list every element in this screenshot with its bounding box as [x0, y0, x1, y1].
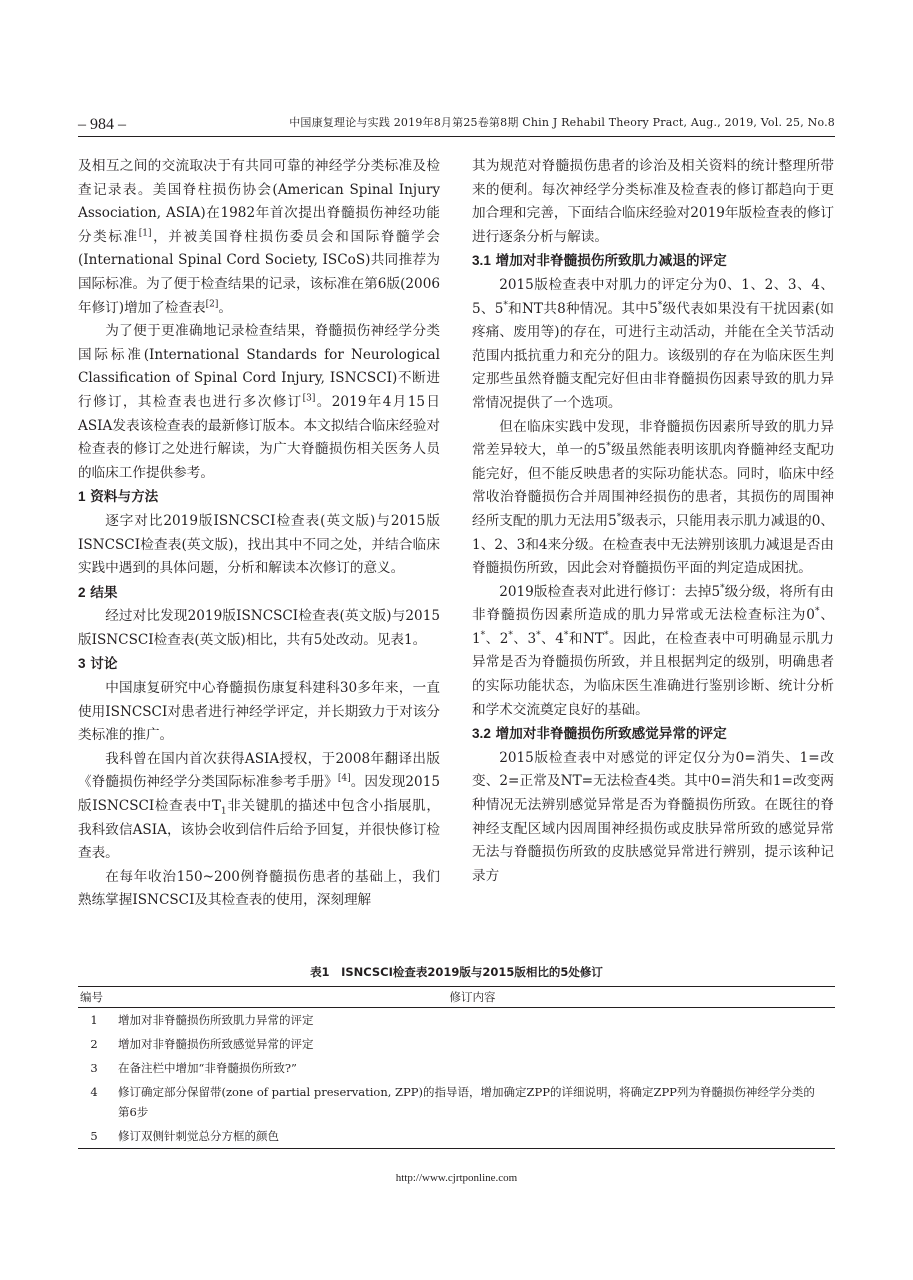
paragraph: 其为规范对脊髓损伤患者的诊治及相关资料的统计整理所带来的便利。每次神经学分类标准及检查表的修订都趋向于更加合理和完善，下面结合临床经验对2019年版检查表的修订进行逐条分析与解读。 — [472, 158, 834, 245]
reference-2[interactable]: [2] — [205, 299, 219, 310]
reference-1[interactable]: [1] — [138, 228, 152, 239]
page-number: – 984 – — [78, 116, 126, 133]
footer-url[interactable]: http://www.cjrtponline.com — [395, 1172, 518, 1184]
table-row — [78, 1056, 835, 1080]
paragraph: 在每年收治150~200例脊髓损伤患者的基础上，我们熟练掌握ISNCSCI及其检查表的使用，深刻理解 — [78, 868, 440, 909]
row-number: 1 — [90, 1013, 98, 1027]
right-column — [472, 155, 834, 888]
row-content: 增加对非脊髓损伤所致肌力异常的评定 — [118, 1013, 314, 1027]
section-heading-2: 2 结果 — [78, 584, 118, 601]
header-rule — [78, 136, 835, 137]
paragraph: 及相互之间的交流取决于有共同可靠的神经学分类标准及检查记录表。美国脊柱损伤协会(American Spinal Injury Association, ASIA)在1982年首次提出脊髓损伤神经功能分类标准[1]，并被美国脊柱损伤委员会和国际脊髓学会(International Spinal Cord Society, ISCoS)共同推荐为国际标准。为了便于检查结果的记录，该标准在第6版(2006年修订)增加了检查表[2]。 — [78, 158, 441, 316]
row-number: 3 — [90, 1061, 98, 1075]
section-heading-1: 1 资料与方法 — [78, 489, 159, 506]
journal-citation: 中国康复理论与实践 2019年8月第25卷第8期 Chin J Rehabil Theory Pract, Aug., 2019, Vol. 25, No.8 — [289, 116, 835, 129]
paragraph: 逐字对比2019版ISNCSCI检查表(英文版)与2015版ISNCSCI检查表(英文版)，找出其中不同之处，并结合临床实践中遇到的具体问题，分析和解读本次修订的意义。 — [78, 512, 440, 577]
paragraph: 但在临床实践中发现，非脊髓损伤因素所导致的肌力异常差异较大，单一的5*级虽然能表明该肌肉脊髓神经支配功能完好，但不能反映患者的实际功能状态。同时，临床中经常收治脊髓损伤合并周围神经损伤的患者，其损伤的周围神经所支配的肌力无法用5*级表示，只能用表示肌力减退的0、1、2、3和4来分级。在检查表中无法辨别该肌力减退是否由脊髓损伤所致，因此会对脊髓损伤平面的判定造成困扰。 — [472, 418, 834, 577]
paragraph: 2015版检查表中对肌力的评定分为0、1、2、3、4、5、5*和NT共8种情况。其中5*级代表如果没有干扰因素(如疼痛、废用等)的存在，可进行主动活动，并能在全关节活动范围内抵抗重力和充分的阻力。该级别的存在为临床医生判定那些虽然脊髓支配完好但由非脊髓损伤因素导致的肌力异常情况提供了一个选项。 — [472, 276, 834, 411]
column-header-content: 修订内容 — [110, 987, 835, 1008]
table-row — [78, 1008, 835, 1033]
table-row — [78, 1032, 835, 1056]
table-header-row — [78, 987, 835, 1008]
left-column — [78, 155, 440, 913]
row-number: 4 — [90, 1085, 98, 1099]
column-header-number: 编号 — [78, 987, 110, 1008]
paragraph: 经过对比发现2019版ISNCSCI检查表(英文版)与2015版ISNCSCI检查表(英文版)相比，共有5处改动。见表1。 — [78, 608, 440, 648]
section-heading-3-2: 3.2 增加对非脊髓损伤所致感觉异常的评定 — [472, 726, 727, 743]
row-number: 5 — [78, 1124, 110, 1149]
revision-table — [78, 986, 835, 1149]
table-caption: 表1 ISNCSCI检查表2019版与2015版相比的5处修订 — [310, 965, 603, 979]
paragraph: 为了便于更准确地记录检查结果，脊髓损伤神经学分类国际标准(International Standards for Neurological Classification of Spinal Cord Injury, ISNCSCI)不断进行修订，其检查表也进行多次修订[3]。2019年4月15日ASIA发表该检查表的最新修订版本。本文拟结合临床经验对检查表的修订之处进行解读，为广大脊髓损伤相关医务人员的临床工作提供参考。 — [78, 323, 441, 481]
page-header — [0, 112, 913, 142]
row-content: 在备注栏中增加“非脊髓损伤所致?” — [118, 1061, 297, 1075]
row-content: 增加对非脊髓损伤所致感觉异常的评定 — [118, 1037, 314, 1051]
row-number: 2 — [90, 1037, 98, 1051]
paragraph: 中国康复研究中心脊髓损伤康复科建科30多年来，一直使用ISNCSCI对患者进行神经学评定，并长期致力于对该分类标准的推广。 — [78, 680, 440, 744]
paragraph: 2019版检查表对此进行修订：去掉5*级分级，将所有由非脊髓损伤因素所造成的肌力异常或无法检查标注为0*、1*、2*、3*、4*和NT*。因此，在检查表中可明确显示肌力异常是否为脊髓损伤所致，并且根据判定的级别，明确患者的实际功能状态，为临床医生准确进行鉴别诊断、统计分析和学术交流奠定良好的基础。 — [472, 583, 835, 718]
paragraph: 我科曾在国内首次获得ASIA授权，于2008年翻译出版《脊髓损伤神经学分类国际标准参考手册》[4]。因发现2015版ISNCSCI检查表中$T_1$非关键肌的描述中包含小指展肌，我科致信ASIA，该协会收到信件后给予回复，并很快修订检查表。 — [78, 750, 440, 862]
section-heading-3: 3 讨论 — [78, 656, 118, 673]
paragraph: 2015版检查表中对感觉的评定仅分为0=消失、1=改变、2=正常及NT=无法检查4类。其中0=消失和1=改变两种情况无法辨别感觉异常是否为脊髓损伤所致。在既往的脊神经支配区域内因周围神经损伤或皮肤异常所致的感觉异常无法与脊髓损伤所致的皮肤感觉异常进行辨别，提示该种记录方 — [472, 749, 834, 884]
table-row — [78, 1124, 835, 1149]
row-content: 修订确定部分保留带(zone of partial preservation, ZPP)的指导语，增加确定ZPP的详细说明，将确定ZPP列为脊髓损伤神经学分类的第6步 — [118, 1085, 815, 1119]
row-content: 修订双侧针刺觉总分方框的颜色 — [110, 1124, 835, 1149]
section-heading-3-1: 3.1 增加对非脊髓损伤所致肌力减退的评定 — [472, 253, 727, 270]
reference-4[interactable]: [4] — [337, 773, 351, 784]
reference-3[interactable]: [3] — [302, 393, 316, 404]
table-row — [78, 1080, 835, 1124]
